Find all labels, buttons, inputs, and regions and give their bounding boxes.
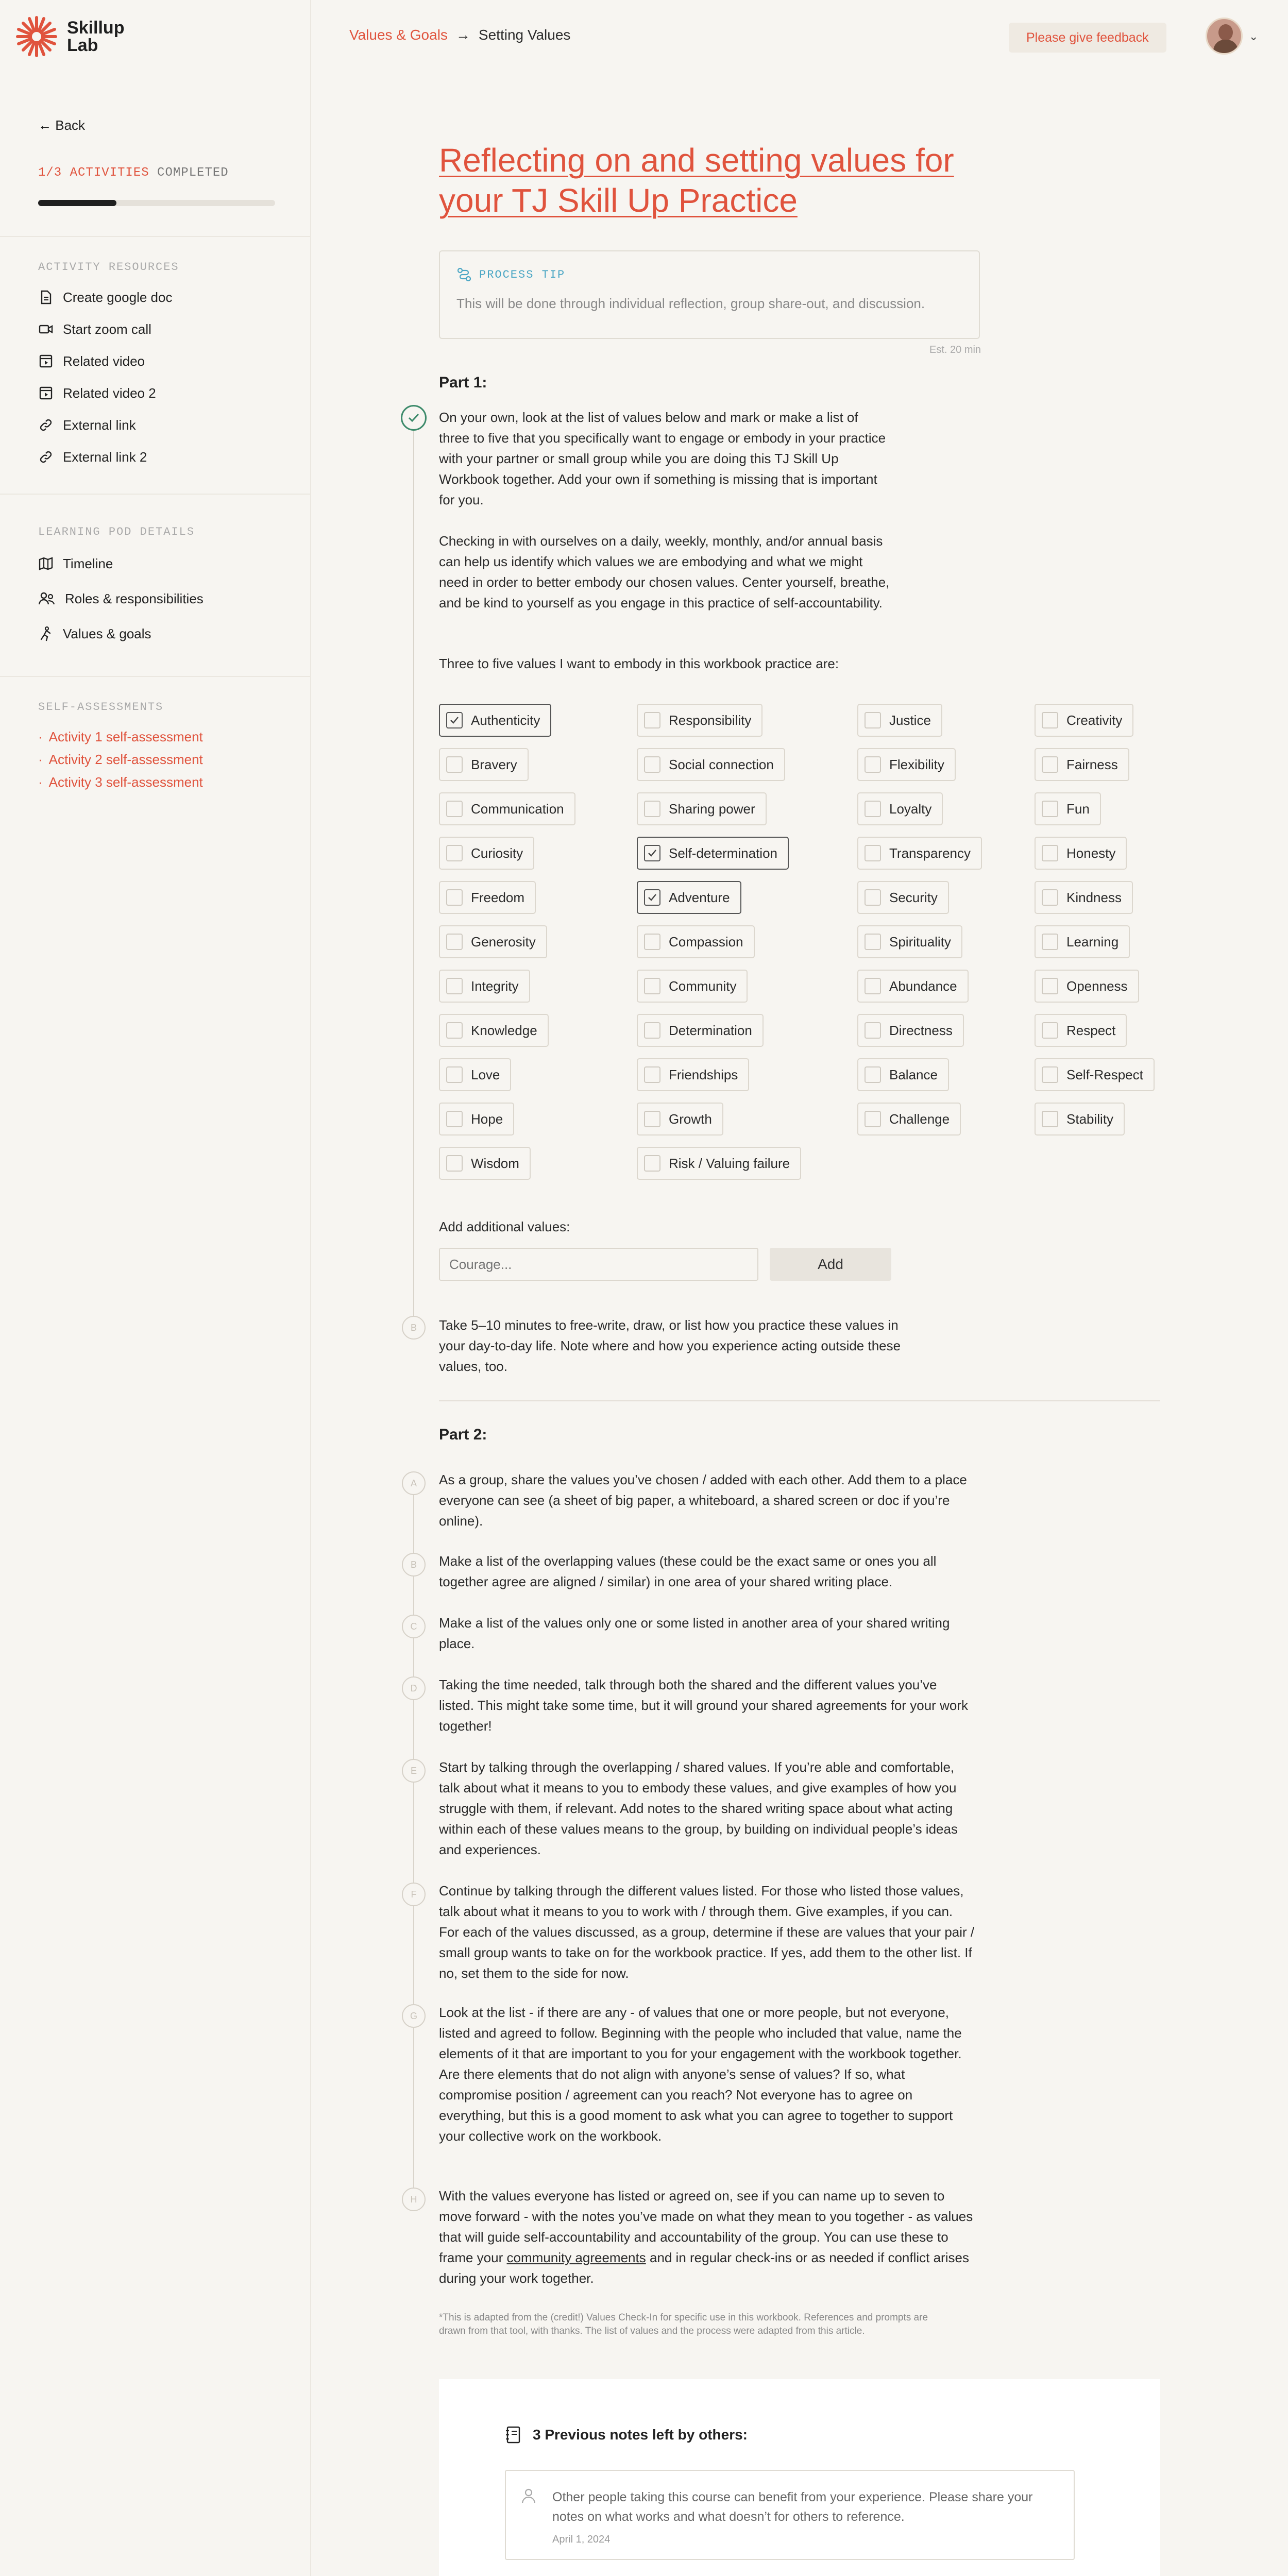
value-label: Social connection [669,756,774,772]
value-label: Love [471,1066,500,1082]
value-label: Respect [1066,1022,1116,1038]
sidebar-item-label: External link 2 [63,449,147,465]
checkbox-icon [644,1111,660,1127]
sidebar-item-label: Related video [63,353,145,369]
link-icon [38,417,54,433]
value-label: Generosity [471,934,536,950]
progress-bar [38,200,275,206]
resources-title: ACTIVITY RESOURCES [38,261,179,274]
sidebar-item-label: Start zoom call [63,321,151,337]
sidebar-item-google-doc[interactable] [38,281,172,313]
sidebar-item-roles[interactable] [38,581,204,616]
map-icon [38,556,54,571]
sidebar-item-zoom-call[interactable] [38,313,172,345]
value-label: Security [889,889,938,905]
self-assessment-list [38,725,203,793]
note-card [505,2470,1075,2560]
progress-count: 1/3 ACTIVITIES [38,166,149,180]
value-label: Communication [471,801,564,817]
sidebar-item-label: External link [63,417,136,433]
sidebar-item-related-video[interactable] [38,345,172,377]
value-checkbox[interactable] [637,1147,801,1180]
steps-line [413,431,414,1317]
step-marker: A [402,1471,426,1495]
value-label: Adventure [669,889,730,905]
value-label: Friendships [669,1066,738,1082]
divider [439,1400,1160,1401]
value-checkbox[interactable] [1035,837,1127,870]
checkbox-icon [1042,978,1058,994]
value-checkbox[interactable] [637,970,748,1003]
part-1-step-a-text: On your own, look at the list of values below and mark or make a list of three to five that you specifically want to engage or embody in your practice with your partner or small group while you are doing this TJ Skill Up Workbook together. Add your own if something is missing that is important for you. [439,410,886,507]
checkbox-icon [865,978,881,994]
step-marker: C [402,1615,426,1638]
checkbox-icon [865,801,881,817]
checkbox-icon [446,1066,463,1083]
checkbox-icon [1042,1111,1058,1127]
checkbox-icon [1042,756,1058,773]
process-tip-label-text: PROCESS TIP [479,268,566,281]
checkbox-icon [865,845,881,861]
breadcrumb-current: Setting Values [478,27,571,43]
value-label: Justice [889,712,931,728]
checkbox-icon [1042,889,1058,906]
checkbox-icon [446,934,463,950]
progress-fill [38,200,116,206]
pod-title: LEARNING POD DETAILS [38,526,195,538]
value-label: Sharing power [669,801,755,817]
value-label: Responsibility [669,712,752,728]
value-label: Spirituality [889,934,951,950]
value-checkbox[interactable] [1035,1103,1125,1136]
note-date: April 1, 2024 [552,2534,611,2545]
self-assessment-label: Activity 1 self-assessment [48,728,203,744]
checkbox-icon [446,845,463,861]
community-agreements-link[interactable]: community agreements [506,2250,646,2265]
value-checkbox[interactable] [857,1103,961,1136]
value-checkbox[interactable] [439,925,547,958]
part-2-heading: Part 2: [439,1426,487,1443]
value-label: Openness [1066,978,1128,994]
checkbox-icon [446,1022,463,1039]
value-checkbox[interactable] [439,837,534,870]
checkbox-icon [644,756,660,773]
value-label: Challenge [889,1111,950,1127]
checkbox-icon [1042,1066,1058,1083]
checkbox-icon [644,1066,660,1083]
logo-text [67,19,124,54]
checkbox-icon [644,934,660,950]
value-label: Fun [1066,801,1090,817]
value-label: Fairness [1066,756,1118,772]
sidebar-item-label: Values & goals [63,625,151,641]
sidebar-item-label: Related video 2 [63,385,156,401]
checkbox-icon [1042,845,1058,861]
checkbox-icon [446,801,463,817]
logo-line-1: Skillup [67,18,125,38]
process-tip-label [456,267,962,282]
part-2-step-text: Look at the list - if there are any - of values that one or more people, but not everyone, listed and agreed to follow. Beginning with the people who included that value, name the elements of it that are important to you for your engagement with the workbook together. Are there elements that do not align with anyone’s sense of values? If so, what compromise position / agreement can you reach? Not everyone has to agree on everything, but this is a good moment to ask what you can agree to together to support your collective work on the workbook. [439,2005,962,2144]
value-label: Growth [669,1111,712,1127]
value-checkbox[interactable] [1035,1014,1127,1047]
checkbox-icon [865,756,881,773]
value-checkbox[interactable] [1035,704,1133,737]
sidebar-item-label: Roles & responsibilities [65,590,204,606]
value-checkbox[interactable] [857,748,956,781]
checkbox-icon [865,889,881,906]
sidebar-item-external-link-2[interactable] [38,441,172,473]
step-marker: H [402,2188,426,2211]
part-1-paragraph: Checking in with ourselves on a daily, weekly, monthly, and/or annual basis can help us identify which values we are embodying and what we might need in order to better embody our chosen values. Center yourself, breathe, and be kind to yourself as you engage in this practice of self-accountability. [439,533,890,611]
checkbox-icon [865,712,881,728]
checkbox-icon [644,1155,660,1172]
value-label: Hope [471,1111,503,1127]
pod-list [38,546,204,651]
process-tip-text: This will be done through individual reflection, group share-out, and discussion. [456,296,925,311]
feedback-button[interactable]: Please give feedback [1009,23,1166,53]
value-checkbox[interactable] [439,792,575,825]
user-icon [520,2487,537,2504]
sidebar-item-label: Create google doc [63,289,173,305]
sidebar-item-label: Timeline [63,555,113,571]
part-2-step-text: Continue by talking through the different values listed. For those who listed those values, talk about what it means to you to work with / through them. Give examples, if you can. For each of the values discussed, as a group, determine if these are values that your pair / small group wants to take on for the workbook practice. If yes, add them to the other list. If no, set them to the side for now. [439,1883,975,1981]
link-icon [38,449,54,465]
part-1-heading: Part 1: [439,374,487,391]
checkbox-icon [644,801,660,817]
value-label: Self-determination [669,845,777,861]
value-checkbox[interactable] [857,970,969,1003]
checkbox-icon [1042,801,1058,817]
step-marker: B [402,1553,426,1577]
value-checkbox[interactable] [439,704,551,737]
video-icon [38,353,54,369]
value-label: Kindness [1066,889,1122,905]
checkbox-icon [865,1022,881,1039]
add-values-label: Add additional values: [439,1219,570,1234]
value-checkbox[interactable] [439,748,529,781]
self-assessment-label: Activity 2 self-assessment [48,751,203,767]
value-label: Freedom [471,889,525,905]
add-value-input[interactable] [439,1248,758,1281]
self-assessment-link-3[interactable]: · Activity 3 self-assessment [38,774,203,790]
value-label: Community [669,978,737,994]
checkbox-icon [865,1066,881,1083]
value-checkbox[interactable] [637,925,755,958]
note-text: Other people taking this course can benefit from your experience. Please share your notes on what works and what doesn’t for others to reference. [552,2490,1033,2524]
sidebar-item-timeline[interactable] [38,546,204,581]
logo[interactable] [15,15,124,58]
step-marker: F [402,1883,426,1906]
self-assessment-label: Activity 3 self-assessment [48,774,203,790]
chevron-down-icon[interactable]: ⌄ [1249,30,1259,43]
checkbox-checked-icon [644,889,660,906]
value-label: Authenticity [471,712,540,728]
value-label: Bravery [471,756,517,772]
part-2-step-text: As a group, share the values you’ve chosen / added with each other. Add them to a place everyone can see (a sheet of big paper, a whiteboard, a shared screen or doc if you’re online). [439,1472,967,1529]
value-checkbox[interactable] [439,970,530,1003]
checkbox-icon [644,1022,660,1039]
process-icon [456,267,472,282]
value-label: Determination [669,1022,752,1038]
process-tip [439,250,980,339]
notes-panel [439,2379,1160,2576]
part-2-step-text: With the values everyone has listed or agreed on, see if you can name up to seven to move forward - with the notes you’ve made on what they mean to you together - as values that will guide self-accountability and accountability of the group. You can use these to frame your community agreements and in regular check-ins or as needed if conflict arises during your work together. [439,2188,973,2286]
sidebar-divider [0,236,311,237]
notebook-icon [505,2426,521,2444]
checkbox-icon [644,712,660,728]
checkbox-icon [446,978,463,994]
part-2-step-text: Make a list of the values only one or some listed in another area of your shared writing place. [439,1615,950,1651]
value-checkbox[interactable] [637,1103,723,1136]
resources-list [38,281,172,473]
checkbox-icon [1042,1022,1058,1039]
notes-heading [505,2426,748,2444]
document-icon [38,290,54,305]
value-checkbox[interactable] [637,704,762,737]
value-label: Transparency [889,845,971,861]
checkbox-icon [446,1155,463,1172]
step-complete-check-icon[interactable] [401,405,427,431]
value-checkbox[interactable] [1035,881,1133,914]
value-checkbox[interactable] [857,1058,949,1091]
value-checkbox[interactable] [439,881,536,914]
value-label: Creativity [1066,712,1123,728]
part-2-step-text: Taking the time needed, talk through both the shared and the different values you’ve listed. This might take some time, but it will ground your shared agreements for your work together! [439,1677,968,1734]
value-checkbox[interactable] [1035,748,1129,781]
self-assessment-link-1[interactable]: · Activity 1 self-assessment [38,728,203,744]
value-checkbox[interactable] [1035,970,1139,1003]
checkbox-checked-icon [644,845,660,861]
value-checkbox[interactable] [857,1014,964,1047]
value-checkbox[interactable] [637,1058,749,1091]
checkbox-icon [644,978,660,994]
step-marker: B [402,1316,426,1340]
checkbox-icon [865,934,881,950]
checkbox-icon [1042,934,1058,950]
value-label: Honesty [1066,845,1116,861]
sidebar-item-related-video-2[interactable] [38,377,172,409]
notes-heading-text: 3 Previous notes left by others: [533,2427,748,2443]
value-label: Wisdom [471,1155,519,1171]
value-checkbox[interactable] [637,837,789,870]
value-checkbox[interactable] [637,1014,764,1047]
value-checkbox[interactable] [439,1147,531,1180]
value-checkbox[interactable] [637,748,785,781]
footnote: *This is adapted from the (credit!) Values Check-In for specific use in this workbook. References and prompts are drawn from that tool, with thanks. The list of values and the process were adapted from this article. [439,2312,928,2336]
progress-label [38,166,229,180]
value-checkbox[interactable] [857,925,962,958]
back-link[interactable]: ← Back [38,117,86,133]
value-checkbox[interactable] [857,792,943,825]
value-label: Knowledge [471,1022,537,1038]
value-label: Risk / Valuing failure [669,1155,790,1171]
sidebar-divider [0,494,311,495]
part-2-step-text: Make a list of the overlapping values (these could be the exact same or ones you all together agree are aligned / similar) in one area of your shared writing place. [439,1553,937,1589]
sunburst-logo-icon [15,15,58,58]
sidebar [0,0,311,2576]
estimated-time: Est. 20 min [929,344,981,355]
value-checkbox[interactable] [1035,792,1101,825]
value-checkbox[interactable] [439,1014,549,1047]
steps-line [413,1479,414,2210]
value-label: Integrity [471,978,519,994]
checkbox-icon [446,1111,463,1127]
step-marker: E [402,1759,426,1783]
step-marker: D [402,1676,426,1700]
self-assessment-link-2[interactable]: · Activity 2 self-assessment [38,751,203,767]
climber-icon [38,626,54,641]
step-marker: G [402,2004,426,2028]
value-checkbox[interactable] [439,1058,511,1091]
part-2-step-text: Start by talking through the overlapping / shared values. If you’re able and comfortable, talk about what it means to you to embody these values, and give examples of how you struggle with them, if relevant. Add notes to the shared writing space about what acting within each of these values means to the group, by building on individual people’s ideas and experiences. [439,1759,958,1857]
value-checkbox[interactable] [637,792,767,825]
sidebar-divider [0,676,311,677]
value-checkbox[interactable] [857,881,949,914]
breadcrumb [349,27,570,43]
self-assessment-title: SELF-ASSESSMENTS [38,701,164,714]
value-label: Balance [889,1066,938,1082]
logo-line-2: Lab [67,36,98,55]
checkbox-icon [1042,712,1058,728]
roles-icon [38,591,56,606]
value-label: Flexibility [889,756,944,772]
checkbox-icon [446,889,463,906]
checkbox-icon [446,756,463,773]
value-checkbox[interactable] [439,1103,514,1136]
value-checkbox[interactable] [637,881,741,914]
value-label: Self-Respect [1066,1066,1143,1082]
value-checkbox[interactable] [857,704,942,737]
breadcrumb-arrow-icon: → [455,27,470,43]
value-label: Curiosity [471,845,523,861]
values-grid [439,704,1171,1183]
value-label: Stability [1066,1111,1114,1127]
value-label: Compassion [669,934,743,950]
checkbox-icon [865,1111,881,1127]
value-checkbox[interactable] [857,837,982,870]
sidebar-item-external-link[interactable] [38,409,172,441]
video-camera-icon [38,321,54,337]
progress-suffix: COMPLETED [149,166,229,180]
part-1-step-b-text: Take 5–10 minutes to free-write, draw, or list how you practice these values in your day-to-day life. Note where and how you experience acting outside these values, too. [439,1317,901,1374]
value-checkbox[interactable] [1035,1058,1155,1091]
video-icon [38,385,54,401]
value-label: Learning [1066,934,1119,950]
value-label: Abundance [889,978,957,994]
sidebar-item-values-goals[interactable] [38,616,204,651]
avatar[interactable] [1206,18,1243,55]
value-label: Directness [889,1022,953,1038]
add-value-button[interactable]: Add [770,1248,891,1281]
value-checkbox[interactable] [1035,925,1130,958]
page-title: Reflecting on and setting values for your TJ Skill Up Practice [439,142,954,219]
checkbox-checked-icon [446,712,463,728]
breadcrumb-parent-link[interactable]: Values & Goals [349,27,448,43]
value-label: Loyalty [889,801,932,817]
values-prompt: Three to five values I want to embody in this workbook practice are: [439,656,839,671]
